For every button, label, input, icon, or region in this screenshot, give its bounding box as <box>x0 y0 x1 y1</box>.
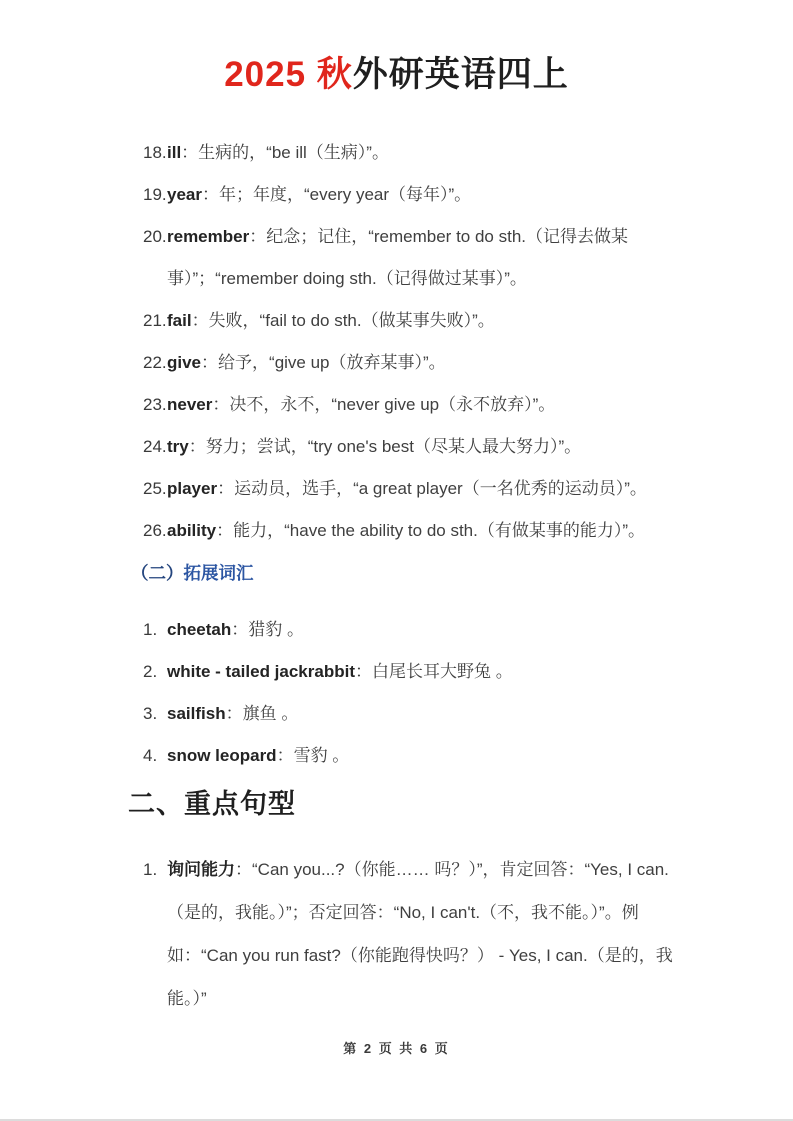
item-definition: ：失败，“fail to do sth.（做某事失败）”。 <box>191 311 495 330</box>
list-item <box>143 735 698 777</box>
item-number: 3. <box>143 704 158 723</box>
item-number: 18. <box>143 143 167 162</box>
expanded-vocab-heading <box>131 552 793 594</box>
item-number: 2. <box>143 662 158 681</box>
item-definition: ：白尾长耳大野兔 。 <box>355 662 513 681</box>
list-item <box>143 216 698 300</box>
list-item <box>143 342 698 384</box>
item-number: 4. <box>143 746 158 765</box>
item-term: 询问能力 <box>167 860 235 879</box>
expanded-vocab-list <box>143 609 698 777</box>
item-term: ill <box>167 143 182 162</box>
item-number: 26. <box>143 521 167 540</box>
key-vocab-list <box>143 132 698 552</box>
list-item <box>143 132 698 174</box>
item-term: remember <box>167 227 250 246</box>
item-definition: ：雪豹 。 <box>276 746 350 765</box>
item-definition: ：给予，“give up（放弃某事）”。 <box>201 353 446 372</box>
list-item <box>143 609 698 651</box>
item-term: fail <box>167 311 192 330</box>
title-course-name: 外研英语四上 <box>352 55 569 94</box>
item-term: snow leopard <box>167 746 277 765</box>
item-definition: ：猎豹 。 <box>231 620 304 639</box>
item-term: player <box>167 479 218 498</box>
item-definition: ：努力；尝试，“try one's best（尽某人最大努力）”。 <box>188 437 582 456</box>
item-term: ability <box>167 521 217 540</box>
list-item <box>143 693 698 735</box>
list-item <box>143 510 698 552</box>
item-definition: ：能力，“have the ability to do sth.（有做某事的能力）”。 <box>216 521 646 540</box>
item-number: 22. <box>143 353 167 372</box>
item-definition: ：旗鱼 。 <box>225 704 299 723</box>
list-item <box>143 468 698 510</box>
item-number: 1. <box>143 860 158 879</box>
item-number: 23. <box>143 395 167 414</box>
item-term: never <box>167 395 213 414</box>
item-number: 24. <box>143 437 167 456</box>
item-term: year <box>167 185 202 204</box>
item-term: white - tailed jackrabbit <box>167 662 355 681</box>
expanded-vocab-heading-number: （二） <box>131 563 184 583</box>
item-definition: ：运动员，选手，“a great player（一名优秀的运动员）”。 <box>217 479 647 498</box>
page-number: 第 2 页 共 6 页 <box>343 1041 450 1056</box>
item-term: cheetah <box>167 620 232 639</box>
item-definition: ：年；年度，“every year（每年）”。 <box>201 185 472 204</box>
item-definition: ：决不，永不，“never give up（永不放弃）”。 <box>212 395 556 414</box>
item-number: 21. <box>143 311 167 330</box>
item-number: 19. <box>143 185 167 204</box>
list-item <box>143 426 698 468</box>
item-number: 1. <box>143 620 158 639</box>
sentence-pattern-list <box>143 848 698 1020</box>
list-item <box>143 300 698 342</box>
item-term: give <box>167 353 202 372</box>
list-item <box>143 848 698 1020</box>
item-definition: ：生病的，“be ill（生病）”。 <box>181 143 389 162</box>
item-number: 20. <box>143 227 167 246</box>
list-item <box>143 651 698 693</box>
item-definition: ：“Can you...?（你能…… 吗？）”，肯定回答：“Yes, I can.（是的，我能。）”；否定回答：“No, I can't.（不，我不能。）”。例如：“Can you run fast?（你能跑得快吗？） - Yes, I can.（是的，我能。）” <box>167 860 673 1008</box>
list-item <box>143 174 698 216</box>
sentence-patterns-heading: 二、重点句型 <box>128 789 296 819</box>
expanded-vocab-heading-label: 拓展词汇 <box>183 563 254 583</box>
page-title <box>0 0 793 98</box>
item-term: try <box>167 437 189 456</box>
list-item <box>143 384 698 426</box>
item-term: sailfish <box>167 704 226 723</box>
item-number: 25. <box>143 479 167 498</box>
item-definition: ：纪念；记住，“remember to do sth.（记得去做某事）”；“remember doing sth.（记得做过某事）”。 <box>167 227 628 288</box>
title-year-season: 2025 秋 <box>224 55 353 94</box>
